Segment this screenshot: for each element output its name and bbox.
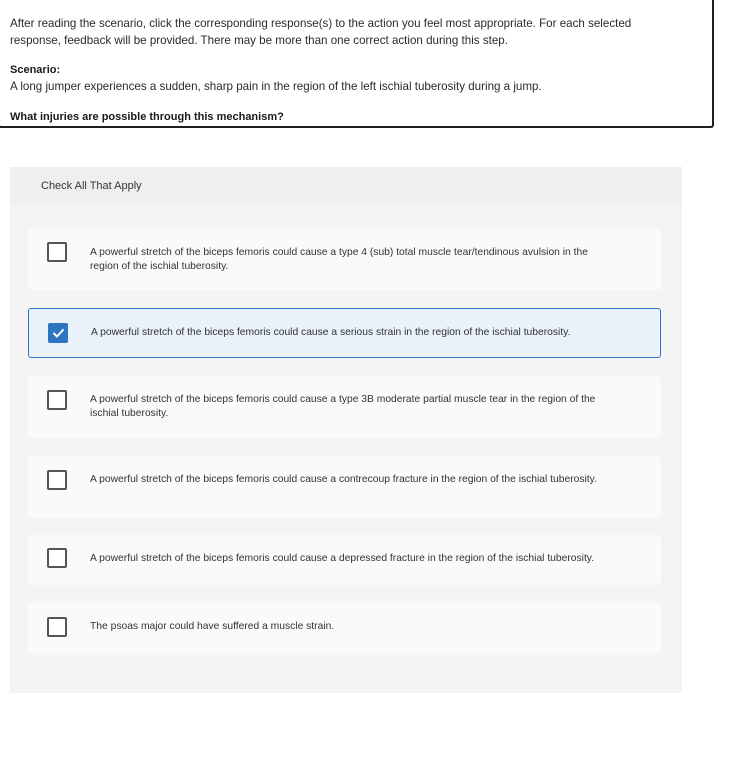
answer-checkbox-2[interactable] xyxy=(48,323,68,343)
answer-option-3[interactable] xyxy=(28,376,661,438)
panel-header xyxy=(10,167,682,205)
answer-checkbox-5[interactable] xyxy=(47,548,67,568)
scenario-label: Scenario: xyxy=(10,64,61,76)
scenario-box xyxy=(0,0,714,128)
answer-option-4[interactable] xyxy=(28,456,661,518)
answer-option-text: A powerful stretch of the biceps femoris could cause a serious strain in the region of the ischial tuberosity. xyxy=(91,327,571,338)
question-text: What injuries are possible through this mechanism? xyxy=(10,111,284,123)
answer-checkbox-1[interactable] xyxy=(47,242,67,262)
answer-checkbox-4[interactable] xyxy=(47,470,67,490)
answer-option-text: A powerful stretch of the biceps femoris could cause a type 3B moderate partial muscle tear in the region of the ischial tuberosity. xyxy=(90,394,596,419)
answer-option-text: A powerful stretch of the biceps femoris could cause a contrecoup fracture in the region of the ischial tuberosity. xyxy=(90,474,597,485)
answer-checkbox-3[interactable] xyxy=(47,390,67,410)
answer-option-text: A powerful stretch of the biceps femoris could cause a type 4 (sub) total muscle tear/tendinous avulsion in the region of the ischial tuberosity. xyxy=(90,247,588,272)
answer-option-1[interactable] xyxy=(28,229,661,290)
answer-checkbox-6[interactable] xyxy=(47,617,67,637)
answer-option-text: A powerful stretch of the biceps femoris could cause a depressed fracture in the region of the ischial tuberosity. xyxy=(90,553,595,564)
check-all-label: Check All That Apply xyxy=(41,180,142,192)
answer-panel xyxy=(10,167,682,693)
checkmark-icon xyxy=(53,329,64,338)
answer-option-6[interactable] xyxy=(28,603,661,653)
instructions-text: After reading the scenario, click the corresponding response(s) to the action you feel most appropriate. For each selected response, feedback will be provided. There may be more than one correct action during this step. xyxy=(10,17,632,47)
answer-option-text: The psoas major could have suffered a muscle strain. xyxy=(90,621,335,632)
scenario-text: A long jumper experiences a sudden, sharp pain in the region of the left ischial tuberosity during a jump. xyxy=(10,80,542,93)
answer-option-2[interactable] xyxy=(28,308,661,358)
answer-option-5[interactable] xyxy=(28,535,661,585)
